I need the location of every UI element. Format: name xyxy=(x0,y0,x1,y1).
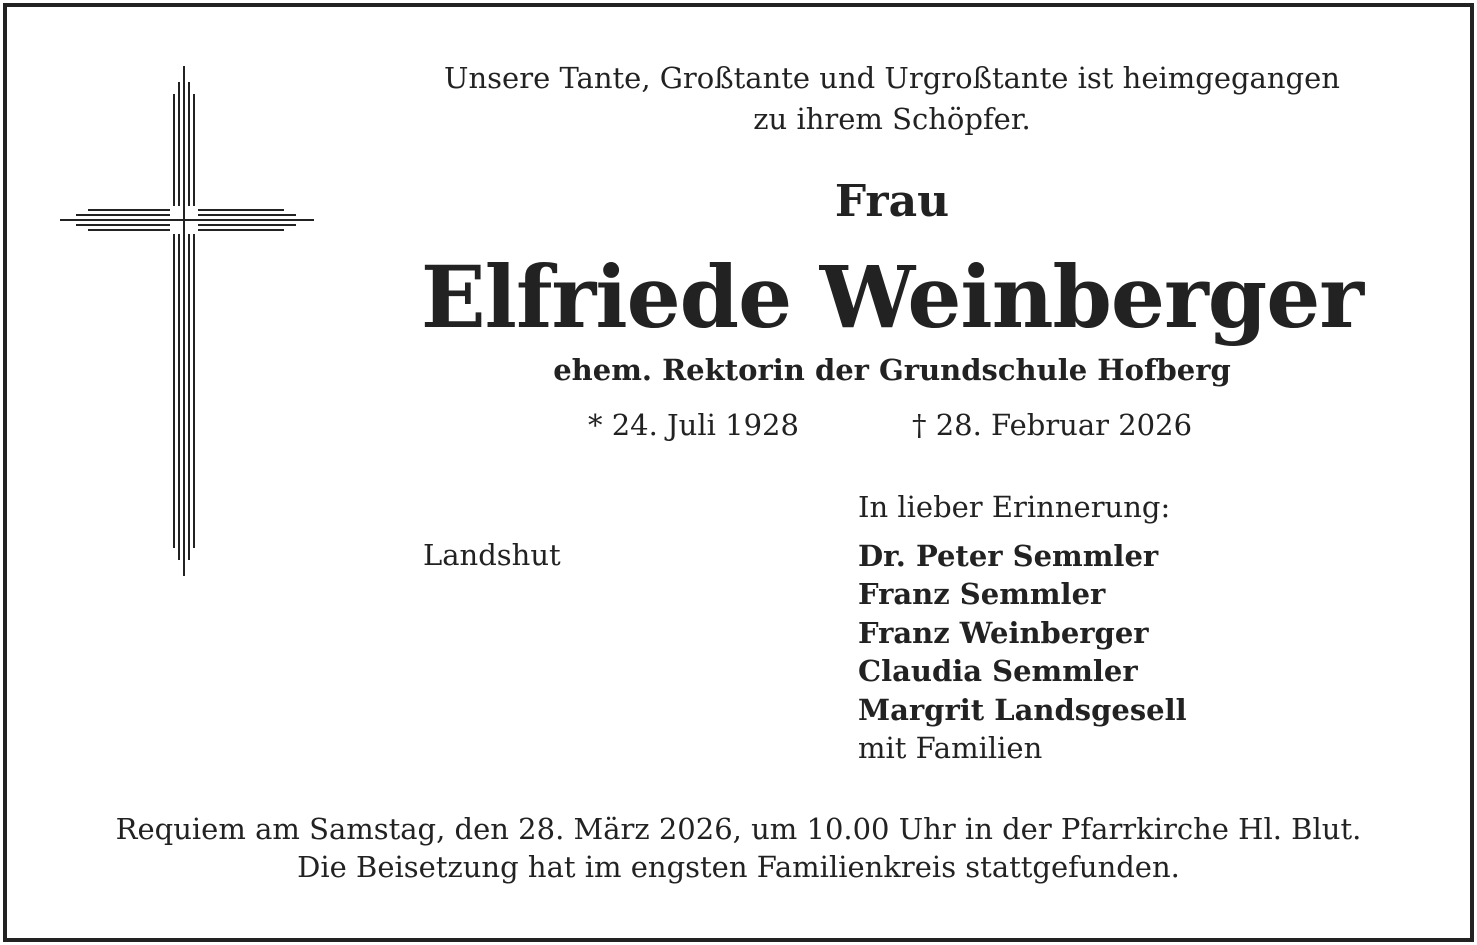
mourner: Claudia Semmler xyxy=(858,654,1138,688)
requiem-info: Requiem am Samstag, den 28. März 2026, um 10.00 Uhr in der Pfarrkirche Hl. Blut. xyxy=(115,812,1362,846)
cross-icon xyxy=(58,64,318,578)
families: mit Familien xyxy=(858,731,1043,765)
intro-line-2: zu ihrem Schöpfer. xyxy=(753,102,1031,136)
mourner: Dr. Peter Semmler xyxy=(858,538,1159,573)
burial-info: Die Beisetzung hat im engsten Familienkreis stattgefunden. xyxy=(297,850,1180,884)
honorific: Frau xyxy=(834,176,950,227)
deceased-position: ehem. Rektorin der Grundschule Hofberg xyxy=(553,353,1231,387)
birth-date: * 24. Juli 1928 xyxy=(588,408,799,442)
deceased-name: Elfriede Weinberger xyxy=(420,248,1364,348)
place: Landshut xyxy=(423,538,561,572)
mourner: Franz Weinberger xyxy=(858,615,1149,650)
mourners-list xyxy=(858,488,1187,768)
memory-label: In lieber Erinnerung: xyxy=(858,490,1171,524)
mourner: Franz Semmler xyxy=(858,577,1106,611)
intro-line-1: Unsere Tante, Großtante und Urgroßtante ist heimgegangen xyxy=(444,61,1340,95)
death-date: † 28. Februar 2026 xyxy=(912,408,1193,442)
mourner: Margrit Landsgesell xyxy=(858,692,1187,727)
